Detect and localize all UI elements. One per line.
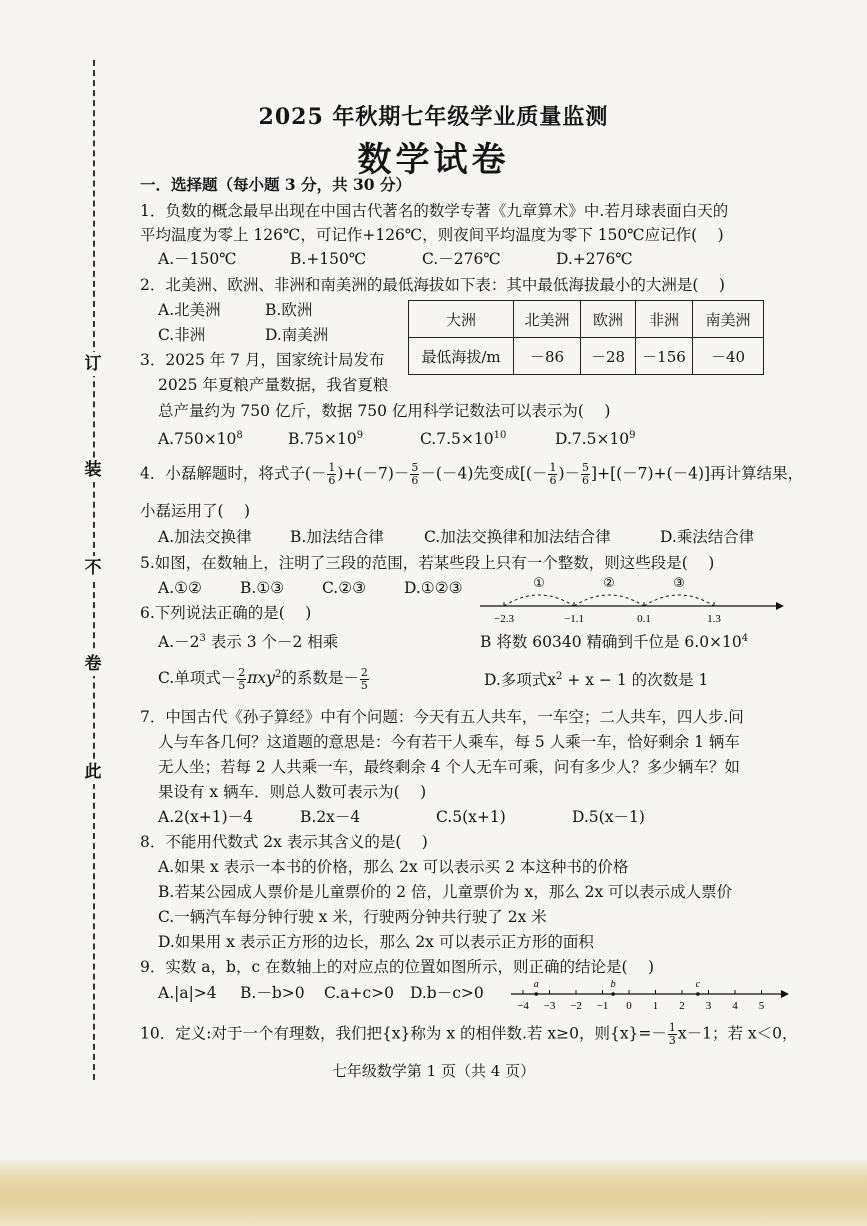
q2-option-b: B.欧洲: [265, 301, 313, 319]
binding-char-ding: 订: [80, 352, 106, 376]
point-b: [611, 992, 615, 996]
q9-option-d: D.b－c>0: [410, 984, 484, 1002]
tick-label: 5: [758, 1000, 765, 1012]
table-row-label: 最低海拔/m: [409, 338, 514, 375]
segment-arc-2: [574, 595, 644, 606]
table-cell: －28: [581, 338, 636, 375]
tick-label: 3: [705, 1000, 712, 1012]
tick-label: −2.3: [494, 613, 514, 625]
segment-arc-3: [644, 595, 714, 606]
segment-label-3: ③: [673, 576, 685, 591]
fraction: $\frac{2}{5}$: [360, 665, 368, 692]
q8-option-d: D.如果用 x 表示正方形的边长，那么 2x 可以表示正方形的面积: [158, 933, 594, 951]
q6-line1: 6.下列说法正确的是( ): [140, 604, 312, 622]
q3-option-a: $A.750\times 10^8$: [158, 430, 243, 449]
q6-option-a: $A.-2^3$ 表示 3 个－2 相乘: [158, 633, 339, 652]
segment-label-2: ②: [603, 576, 615, 591]
q2-line1: 2．北美洲、欧洲、非洲和南美洲的最低海拔如下表：其中最低海拔最小的大洲是( ): [140, 276, 725, 294]
q2-option-a: A.北美洲: [158, 301, 221, 319]
tick-label: 1: [652, 1000, 659, 1012]
q1-line2: 平均温度为零上 126℃，可记作+126℃，则夜间平均温度为零下 150℃应记作( ): [140, 226, 724, 244]
q1-line1: 1．负数的概念最早出现在中国古代著名的数学专著《九章算术》中.若月球表面白天的: [140, 202, 729, 220]
scan-edge-strip: [0, 1160, 867, 1226]
q3-option-b: $B.75\times 10^9$: [288, 430, 364, 449]
tick-label: 0: [626, 1000, 632, 1012]
binding-char-juan: 卷: [80, 652, 106, 676]
q7-line3: 无人坐；若每 2 人共乘一车，最终剩余 4 个人无车可乘，问有多少人？多少辆车？如: [158, 758, 740, 776]
exam-subject: 数学试卷: [357, 140, 510, 180]
table-cell: －156: [636, 338, 693, 375]
fraction: $\frac{1}{6}$: [549, 461, 557, 487]
q4-line1: 4．小磊解题时，将式子(－ $\frac{1}{6}$ )+(－7)－ $\frac{5}{6}$ －(－4)先变成[(－ $\frac{1}{6}$ )－ $\frac{5}{6}$ ]+[(－7)+(－4)]再计算结果，: [140, 461, 804, 487]
axis-arrow: [776, 602, 784, 610]
table-cell: －86: [514, 338, 581, 375]
binding-char-bu: 不: [80, 556, 106, 580]
tick-label: −3: [543, 1000, 556, 1012]
point-a: [534, 992, 538, 996]
q1-option-b: B.+150℃: [290, 250, 367, 268]
table-header-cell: 大洲: [409, 301, 514, 338]
q7-option-a: A.2(x+1)－4: [158, 808, 254, 826]
q5-option-d: D.①②③: [404, 579, 463, 597]
altitude-table: [408, 300, 764, 375]
tick-label: 4: [732, 1000, 738, 1012]
q1-option-d: D.+276℃: [556, 250, 633, 268]
section-heading: 一．选择题（每小题 3 分，共 30 分）: [140, 175, 411, 194]
point-label-b: b: [610, 979, 616, 990]
page-footer: 七年级数学第 1 页（共 4 页）: [331, 1062, 536, 1080]
q3-option-c: $C.7.5\times 10^{10}$: [420, 430, 507, 449]
table-row: [409, 338, 764, 375]
q5-option-b: B.①③: [240, 579, 285, 597]
q7-option-b: B.2x－4: [300, 808, 361, 826]
q4-option-b: B.加法结合律: [290, 528, 384, 546]
q8-option-c: C.一辆汽车每分钟行驶 x 米，行驶两分钟共行驶了 2x 米: [158, 908, 547, 926]
table-header-cell: 南美洲: [693, 301, 764, 338]
segment-arc-1: [504, 595, 574, 606]
tick-label: 0.1: [637, 613, 651, 625]
q9-line1: 9．实数 a，b，c 在数轴上的对应点的位置如图所示，则正确的结论是( ): [140, 958, 655, 976]
q3-option-d: $D.7.5\times 10^9$: [555, 430, 636, 449]
table-header-row: [409, 301, 764, 338]
fraction: $\frac{2}{5}$: [238, 665, 246, 692]
exam-title: 2025 年秋期七年级学业质量监测: [258, 104, 609, 130]
q9-option-a: A.|a|>4: [158, 984, 217, 1002]
q7-line1: 7．中国古代《孙子算经》中有个问题：今天有五人共车，一车空；二人共车，四人步.问: [140, 708, 744, 726]
q7-option-d: D.5(x－1): [572, 808, 645, 826]
fraction: $\frac{1}{3}$: [668, 1021, 676, 1047]
point-label-c: c: [695, 979, 701, 990]
q9-number-line: [505, 976, 790, 1016]
q3-line3: 总产量约为 750 亿斤，数据 750 亿用科学记数法可以表示为( ): [158, 402, 611, 420]
tick-label: −2: [570, 1000, 582, 1012]
q2-option-d: D.南美洲: [265, 326, 329, 344]
q7-option-c: C.5(x+1): [436, 808, 506, 826]
q6-option-d: D.多项式$x^2 + x - 1$ 的次数是 1: [484, 671, 709, 690]
q7-line2: 人与车各几何？这道题的意思是：今有若干人乘车，每 5 人乘一车，恰好剩余 1 辆车: [158, 733, 740, 751]
q7-line4: 果设有 x 辆车．则总人数可表示为( ): [158, 783, 427, 801]
q8-option-b: B.若某公园成人票价是儿童票价的 2 倍，儿童票价为 x，那么 2x 可以表示成人票价: [158, 883, 733, 901]
q1-option-c: C.－276℃: [422, 250, 501, 268]
binding-char-ci: 此: [80, 760, 106, 784]
q2-option-c: C.非洲: [158, 326, 206, 344]
q5-number-line: [470, 570, 790, 630]
table-header-cell: 欧洲: [581, 301, 636, 338]
q4-line2: 小磊运用了( ): [140, 502, 251, 520]
q4-option-d: D.乘法结合律: [660, 528, 755, 546]
q6-option-b: B 将数 60340 精确到千位是 $6.0\times 10^4$: [480, 633, 749, 652]
q6-option-c: C.单项式－ $\frac{2}{5}$ πxy$^2$的系数是－ $\frac{2}{5}$: [158, 665, 368, 692]
q5-line1: 5.如图，在数轴上，注明了三段的范围，若某些段上只有一个整数，则这些段是( ): [140, 554, 715, 572]
q8-option-a: A.如果 x 表示一本书的价格，那么 2x 可以表示买 2 本这种书的价格: [158, 858, 629, 876]
fraction: $\frac{5}{6}$: [411, 461, 419, 487]
q4-option-c: C.加法交换律和加法结合律: [424, 528, 611, 546]
binding-char-zhuang: 装: [80, 458, 106, 482]
q5-option-a: A.①②: [158, 579, 202, 597]
tick-label: −1.1: [564, 613, 584, 625]
q3-line1: 3．2025 年 7 月，国家统计局发布: [140, 351, 385, 369]
segment-label-1: ①: [533, 576, 545, 591]
point-label-a: a: [533, 979, 539, 990]
axis-arrow: [781, 990, 789, 998]
q8-line1: 8．不能用代数式 2x 表示其含义的是( ): [140, 833, 428, 851]
q9-option-c: C.a+c>0: [324, 984, 394, 1002]
q1-option-a: A.－150℃: [158, 250, 237, 268]
q5-option-c: C.②③: [322, 579, 367, 597]
q9-option-b: B.－b>0: [240, 984, 305, 1002]
table-header-cell: 北美洲: [514, 301, 581, 338]
fraction: $\frac{5}{6}$: [582, 461, 590, 487]
q3-line2: 2025 年夏粮产量数据，我省夏粮: [158, 376, 389, 394]
table-header-cell: 非洲: [636, 301, 693, 338]
point-c: [696, 992, 700, 996]
q10-line1: 10．定义:对于一个有理数，我们把{x}称为 x 的相伴数.若 x≥0，则{x}=－ $\frac{1}{3}$ x－1；若 x＜0，: [140, 1021, 798, 1047]
tick-label: −1: [596, 1000, 609, 1012]
tick-label: −4: [517, 1000, 529, 1012]
tick-label: 1.3: [707, 613, 721, 625]
tick-label: 2: [679, 1000, 685, 1012]
table-cell: －40: [693, 338, 764, 375]
fraction: $\frac{1}{6}$: [328, 461, 336, 487]
q4-option-a: A.加法交换律: [158, 528, 252, 546]
